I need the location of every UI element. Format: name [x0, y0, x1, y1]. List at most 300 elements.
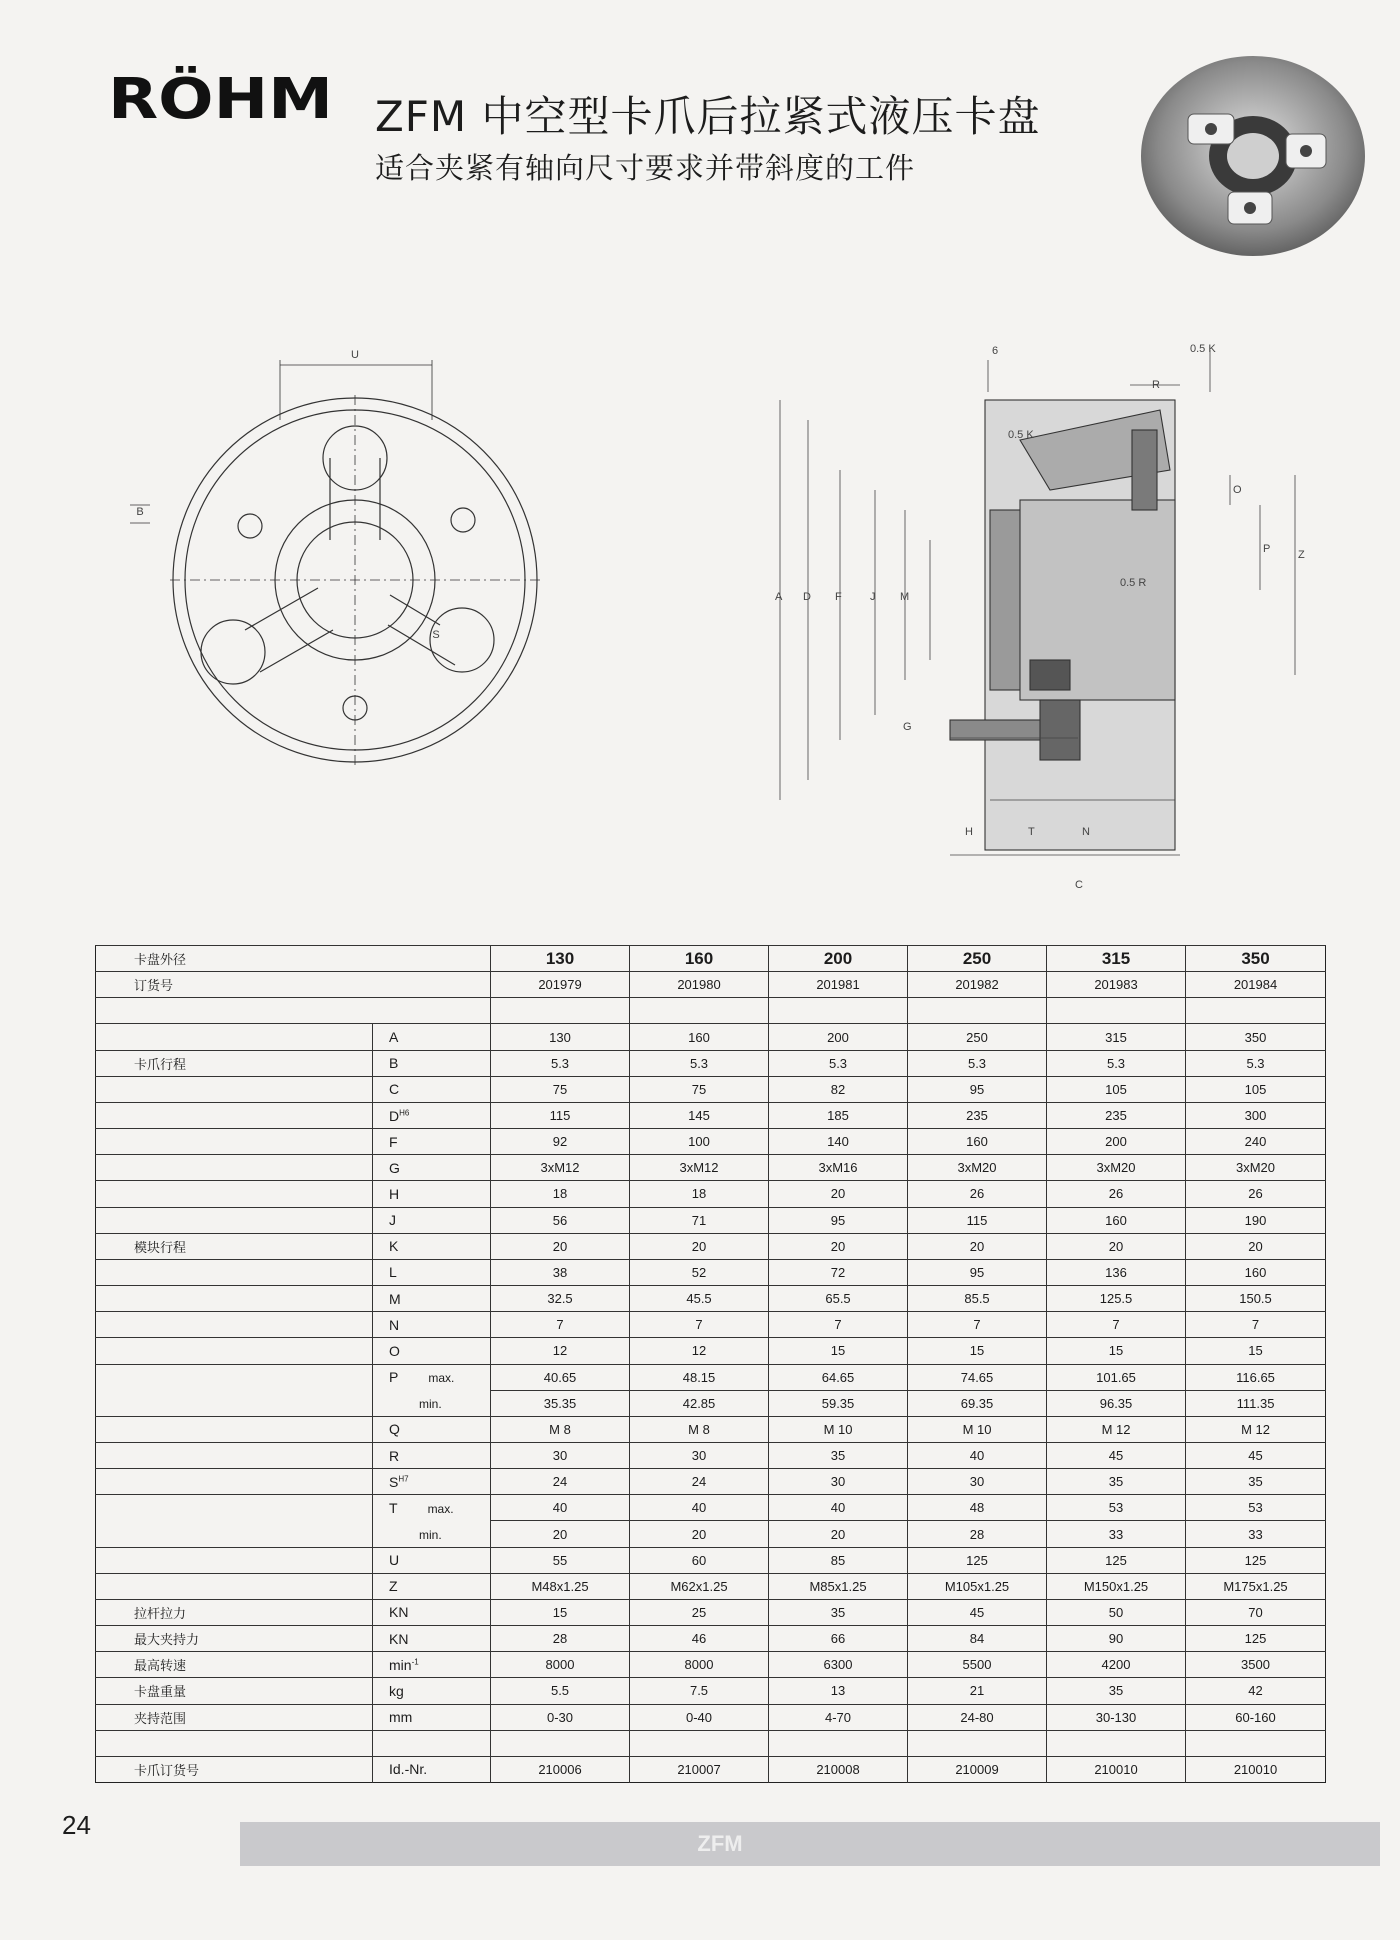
symbol-superscript: H7: [398, 1474, 409, 1484]
value-cell: 46: [630, 1626, 769, 1652]
table-row: [96, 1207, 1326, 1233]
value-cell: 101.65: [1047, 1364, 1186, 1390]
table-row: [96, 1312, 1326, 1338]
dim-label-f: F: [835, 591, 842, 603]
dim-label-m: M: [900, 591, 910, 603]
value-cell: 75: [630, 1076, 769, 1102]
symbol-text: F: [389, 1133, 398, 1150]
value-cell: 30: [908, 1469, 1047, 1495]
row-label: [96, 1286, 373, 1312]
value-cell: 3xM20: [908, 1155, 1047, 1181]
spec-table: [95, 945, 1326, 1783]
spacer-cell: [908, 998, 1047, 1024]
value-cell: 116.65: [1186, 1364, 1326, 1390]
value-cell: 40: [630, 1495, 769, 1521]
value-cell: 160: [1047, 1207, 1186, 1233]
row-symbol: [373, 1573, 491, 1599]
row-symbol: [373, 1416, 491, 1442]
value-cell: 96.35: [1047, 1390, 1186, 1416]
value-cell: 40: [769, 1495, 908, 1521]
table-row: [96, 1495, 1326, 1521]
symbol-qualifier: min.: [419, 1527, 442, 1542]
row-label: [96, 1469, 373, 1495]
value-cell: 53: [1186, 1495, 1326, 1521]
row-symbol: [373, 1704, 491, 1730]
value-cell: 55: [491, 1547, 630, 1573]
table-row: [96, 1024, 1326, 1050]
value-cell: 111.35: [1186, 1390, 1326, 1416]
value-cell: 64.65: [769, 1364, 908, 1390]
value-cell: 105: [1047, 1076, 1186, 1102]
row-label: [96, 1076, 373, 1102]
spacer-cell: [1186, 998, 1326, 1024]
value-cell: 30-130: [1047, 1704, 1186, 1730]
row-symbol: [373, 1678, 491, 1704]
value-cell: 15: [908, 1338, 1047, 1364]
value-cell: 20: [491, 1521, 630, 1547]
symbol-qualifier: max.: [428, 1371, 455, 1386]
symbol-qualifier: min.: [419, 1396, 442, 1411]
symbol-text: kg: [389, 1682, 404, 1699]
value-cell: 3xM12: [630, 1155, 769, 1181]
value-cell: 60-160: [1186, 1704, 1326, 1730]
value-cell: M 8: [630, 1416, 769, 1442]
value-cell: 300: [1186, 1102, 1326, 1128]
row-label: [96, 1207, 373, 1233]
value-cell: 5.3: [491, 1050, 630, 1076]
value-cell: 20: [1047, 1233, 1186, 1259]
table-row: [96, 1155, 1326, 1181]
value-cell: 7: [491, 1312, 630, 1338]
value-cell: M105x1.25: [908, 1573, 1047, 1599]
value-cell: 15: [1186, 1338, 1326, 1364]
value-cell: M85x1.25: [769, 1573, 908, 1599]
symbol-text: P: [389, 1369, 399, 1386]
table-row: [96, 1390, 1326, 1416]
value-cell: 160: [630, 1024, 769, 1050]
row-label: [96, 1495, 373, 1521]
dim-label-s: S: [432, 629, 440, 641]
value-cell: 20: [491, 1233, 630, 1259]
dim-label-c: C: [1075, 879, 1083, 891]
dim-label-z: Z: [1298, 549, 1305, 561]
row-symbol: [373, 1155, 491, 1181]
value-cell: 0-30: [491, 1704, 630, 1730]
row-symbol: [373, 1286, 491, 1312]
value-cell: 24-80: [908, 1704, 1047, 1730]
spacer-cell: [96, 998, 491, 1024]
value-cell: 350: [1186, 946, 1326, 972]
value-cell: 125: [1186, 1547, 1326, 1573]
dim-label-0.5k: 0.5 K: [1008, 429, 1034, 441]
value-cell: 25: [630, 1599, 769, 1625]
row-symbol: [373, 1312, 491, 1338]
value-cell: 95: [769, 1207, 908, 1233]
value-cell: 12: [630, 1338, 769, 1364]
dim-label-j: J: [870, 591, 876, 603]
row-symbol: [373, 1181, 491, 1207]
value-cell: 28: [491, 1626, 630, 1652]
row-symbol: [373, 1102, 491, 1128]
value-cell: 250: [908, 946, 1047, 972]
row-label: [96, 1521, 373, 1547]
front-view: [130, 360, 540, 765]
row-symbol: [373, 1495, 491, 1521]
spacer-cell: [1186, 1730, 1326, 1756]
value-cell: 4200: [1047, 1652, 1186, 1678]
dim-label-t: T: [1028, 826, 1035, 838]
value-cell: 7: [1186, 1312, 1326, 1338]
value-cell: 8000: [630, 1652, 769, 1678]
value-cell: 48.15: [630, 1364, 769, 1390]
value-cell: 5.3: [1186, 1050, 1326, 1076]
value-cell: 71: [630, 1207, 769, 1233]
value-cell: 125.5: [1047, 1286, 1186, 1312]
value-cell: 18: [630, 1181, 769, 1207]
value-cell: 30: [491, 1442, 630, 1468]
symbol-text: C: [389, 1081, 400, 1098]
value-cell: 50: [1047, 1599, 1186, 1625]
symbol-text: Z: [389, 1578, 398, 1595]
spacer-row: [96, 1730, 1326, 1756]
footer-section-label: ZFM: [697, 1831, 743, 1856]
dim-label-o: O: [1233, 484, 1242, 496]
symbol-text: Q: [389, 1421, 400, 1438]
value-cell: 35: [769, 1442, 908, 1468]
value-cell: 210010: [1186, 1756, 1326, 1782]
value-cell: 20: [769, 1233, 908, 1259]
row-symbol: [373, 1626, 491, 1652]
size-row: [96, 946, 1326, 972]
page-subtitle: 适合夹紧有轴向尺寸要求并带斜度的工件: [375, 151, 916, 185]
value-cell: 160: [1186, 1259, 1326, 1285]
symbol-text: U: [389, 1552, 400, 1569]
value-cell: 240: [1186, 1129, 1326, 1155]
table-row: [96, 1129, 1326, 1155]
symbol-text: KN: [389, 1630, 409, 1647]
symbol-text: K: [389, 1238, 399, 1255]
row-label: 模块行程: [96, 1233, 373, 1259]
row-symbol: [373, 1233, 491, 1259]
row-symbol: [373, 1521, 491, 1547]
value-cell: 201984: [1186, 972, 1326, 998]
value-cell: 24: [630, 1469, 769, 1495]
table-row: [96, 1626, 1326, 1652]
value-cell: 15: [769, 1338, 908, 1364]
row-symbol: [373, 1207, 491, 1233]
row-symbol: [373, 1050, 491, 1076]
value-cell: 45.5: [630, 1286, 769, 1312]
value-cell: 201980: [630, 972, 769, 998]
symbol-text: O: [389, 1342, 400, 1359]
symbol-text: R: [389, 1447, 400, 1464]
spacer-cell: [908, 1730, 1047, 1756]
value-cell: 33: [1186, 1521, 1326, 1547]
value-cell: 350: [1186, 1024, 1326, 1050]
dim-label-r: R: [1152, 379, 1160, 391]
order-number-row: [96, 972, 1326, 998]
table-row: [96, 1652, 1326, 1678]
row-symbol: [373, 1259, 491, 1285]
row-label: [96, 1573, 373, 1599]
row-symbol: [373, 1442, 491, 1468]
symbol-text: mm: [389, 1709, 413, 1726]
value-cell: 5.3: [1047, 1050, 1186, 1076]
row-label: [96, 1338, 373, 1364]
dim-label-h: H: [965, 826, 973, 838]
table-row: [96, 1076, 1326, 1102]
value-cell: 140: [769, 1129, 908, 1155]
value-cell: 95: [908, 1259, 1047, 1285]
row-label: [96, 1312, 373, 1338]
value-cell: 40: [908, 1442, 1047, 1468]
value-cell: 5.3: [908, 1050, 1047, 1076]
table-row: [96, 1599, 1326, 1625]
table-row: [96, 1233, 1326, 1259]
value-cell: 4-70: [769, 1704, 908, 1730]
row-label: 拉杆拉力: [96, 1599, 373, 1625]
symbol-text: G: [389, 1159, 400, 1176]
value-cell: 20: [908, 1233, 1047, 1259]
row-label: 卡爪行程: [96, 1050, 373, 1076]
value-cell: 125: [1047, 1547, 1186, 1573]
row-symbol: [373, 1599, 491, 1625]
row-label: [96, 1024, 373, 1050]
value-cell: 30: [769, 1469, 908, 1495]
value-cell: M 8: [491, 1416, 630, 1442]
value-cell: M 12: [1047, 1416, 1186, 1442]
row-symbol: [373, 1076, 491, 1102]
dim-label-g: G: [903, 721, 912, 733]
value-cell: 235: [1047, 1102, 1186, 1128]
value-cell: 53: [1047, 1495, 1186, 1521]
symbol-qualifier: max.: [427, 1502, 454, 1517]
row-symbol: [373, 1364, 491, 1390]
value-cell: 3xM20: [1186, 1155, 1326, 1181]
value-cell: 33: [1047, 1521, 1186, 1547]
value-cell: 3xM20: [1047, 1155, 1186, 1181]
row-label: [96, 1547, 373, 1573]
value-cell: 90: [1047, 1626, 1186, 1652]
value-cell: 20: [769, 1181, 908, 1207]
table-row: [96, 1469, 1326, 1495]
value-cell: 60: [630, 1547, 769, 1573]
value-cell: 32.5: [491, 1286, 630, 1312]
value-cell: 15: [491, 1599, 630, 1625]
spacer-cell: [630, 998, 769, 1024]
dim-label-b: B: [136, 506, 144, 518]
value-cell: 95: [908, 1076, 1047, 1102]
dim-label-0.5r: 0.5 R: [1120, 577, 1147, 589]
value-cell: 20: [769, 1521, 908, 1547]
spacer-cell: [373, 1730, 491, 1756]
value-cell: 40.65: [491, 1364, 630, 1390]
value-cell: 3500: [1186, 1652, 1326, 1678]
rohm-logo: [108, 60, 333, 130]
spacer-cell: [630, 1730, 769, 1756]
value-cell: 20: [1186, 1233, 1326, 1259]
value-cell: 12: [491, 1338, 630, 1364]
value-cell: 35: [1047, 1469, 1186, 1495]
value-cell: 85: [769, 1547, 908, 1573]
value-cell: 69.35: [908, 1390, 1047, 1416]
value-cell: 24: [491, 1469, 630, 1495]
row-symbol: Id.-Nr.: [373, 1756, 491, 1782]
value-cell: 20: [630, 1233, 769, 1259]
symbol-text: H: [389, 1185, 400, 1202]
symbol-text: A: [389, 1029, 399, 1046]
value-cell: 150.5: [1186, 1286, 1326, 1312]
value-cell: M 10: [908, 1416, 1047, 1442]
value-cell: 52: [630, 1259, 769, 1285]
svg-text:RÖHM: RÖHM: [108, 67, 333, 130]
row-symbol: [373, 1338, 491, 1364]
dim-label-0.5k-top: 0.5 K: [1190, 343, 1216, 355]
value-cell: M62x1.25: [630, 1573, 769, 1599]
row-label: 卡爪订货号: [96, 1756, 373, 1782]
row-symbol: [373, 1469, 491, 1495]
symbol-superscript: H6: [399, 1107, 410, 1117]
dim-label-a: A: [775, 591, 783, 603]
value-cell: 42.85: [630, 1390, 769, 1416]
table-row: [96, 1678, 1326, 1704]
row-label: [96, 1390, 373, 1416]
value-cell: 160: [630, 946, 769, 972]
value-cell: M175x1.25: [1186, 1573, 1326, 1599]
symbol-text: min: [389, 1656, 412, 1673]
value-cell: 7: [630, 1312, 769, 1338]
value-cell: M48x1.25: [491, 1573, 630, 1599]
value-cell: 130: [491, 946, 630, 972]
value-cell: 3xM12: [491, 1155, 630, 1181]
symbol-text: D: [389, 1107, 400, 1124]
value-cell: M150x1.25: [1047, 1573, 1186, 1599]
value-cell: 35: [1047, 1678, 1186, 1704]
value-cell: 115: [908, 1207, 1047, 1233]
value-cell: 125: [1186, 1626, 1326, 1652]
symbol-text: L: [389, 1264, 397, 1281]
value-cell: 26: [1186, 1181, 1326, 1207]
table-row: [96, 1102, 1326, 1128]
value-cell: 0-40: [630, 1704, 769, 1730]
symbol-text: M: [389, 1290, 401, 1307]
value-cell: 145: [630, 1102, 769, 1128]
table-row: [96, 1442, 1326, 1468]
value-cell: 74.65: [908, 1364, 1047, 1390]
value-cell: 250: [908, 1024, 1047, 1050]
spacer-cell: [769, 998, 908, 1024]
technical-drawing: [0, 330, 1400, 910]
value-cell: 85.5: [908, 1286, 1047, 1312]
symbol-text: T: [389, 1500, 398, 1517]
value-cell: 210006: [491, 1756, 630, 1782]
dim-label-u: U: [351, 349, 359, 361]
value-cell: 35: [769, 1599, 908, 1625]
spacer-cell: [96, 1730, 373, 1756]
value-cell: 125: [908, 1547, 1047, 1573]
value-cell: 115: [491, 1102, 630, 1128]
row-symbol: [373, 1547, 491, 1573]
symbol-text: KN: [389, 1604, 409, 1621]
row-label: [96, 1129, 373, 1155]
value-cell: 92: [491, 1129, 630, 1155]
table-row: [96, 1416, 1326, 1442]
page-title: ZFM 中空型卡爪后拉紧式液压卡盘: [375, 92, 1041, 141]
value-cell: 84: [908, 1626, 1047, 1652]
value-cell: 35: [1186, 1469, 1326, 1495]
dim-label-p: P: [1263, 543, 1271, 555]
value-cell: 45: [1047, 1442, 1186, 1468]
row-label: [96, 1416, 373, 1442]
value-cell: 21: [908, 1678, 1047, 1704]
value-cell: 201979: [491, 972, 630, 998]
value-cell: 201982: [908, 972, 1047, 998]
row-label: [96, 1155, 373, 1181]
value-cell: 45: [1186, 1442, 1326, 1468]
value-cell: 48: [908, 1495, 1047, 1521]
value-cell: 5.3: [630, 1050, 769, 1076]
footer-bar: [240, 1822, 1380, 1866]
value-cell: 210009: [908, 1756, 1047, 1782]
row-label: 最大夹持力: [96, 1626, 373, 1652]
page-number: 24: [62, 1810, 91, 1840]
value-cell: 201983: [1047, 972, 1186, 998]
value-cell: 315: [1047, 946, 1186, 972]
value-cell: 56: [491, 1207, 630, 1233]
value-cell: 66: [769, 1626, 908, 1652]
value-cell: 100: [630, 1129, 769, 1155]
value-cell: 8000: [491, 1652, 630, 1678]
symbol-text: N: [389, 1316, 400, 1333]
value-cell: 7: [1047, 1312, 1186, 1338]
value-cell: 200: [769, 1024, 908, 1050]
row-label: [96, 1259, 373, 1285]
value-cell: 65.5: [769, 1286, 908, 1312]
value-cell: 6300: [769, 1652, 908, 1678]
value-cell: 7: [769, 1312, 908, 1338]
symbol-text: S: [389, 1473, 399, 1490]
value-cell: 72: [769, 1259, 908, 1285]
value-cell: 7.5: [630, 1678, 769, 1704]
value-cell: 15: [1047, 1338, 1186, 1364]
spacer-cell: [1047, 998, 1186, 1024]
row-label: [96, 1364, 373, 1390]
value-cell: 59.35: [769, 1390, 908, 1416]
value-cell: 13: [769, 1678, 908, 1704]
symbol-text: J: [389, 1212, 396, 1229]
value-cell: 42: [1186, 1678, 1326, 1704]
value-cell: 38: [491, 1259, 630, 1285]
value-cell: 26: [1047, 1181, 1186, 1207]
table-row: [96, 1521, 1326, 1547]
table-row: [96, 1286, 1326, 1312]
dim-label-6: 6: [992, 345, 999, 357]
dim-label-n: N: [1082, 826, 1090, 838]
row-label: [96, 1102, 373, 1128]
value-cell: 40: [491, 1495, 630, 1521]
value-cell: 235: [908, 1102, 1047, 1128]
value-cell: 30: [630, 1442, 769, 1468]
value-cell: 45: [908, 1599, 1047, 1625]
value-cell: 5.3: [769, 1050, 908, 1076]
spacer-row: [96, 998, 1326, 1024]
row-label: 订货号: [96, 972, 491, 998]
value-cell: 35.35: [491, 1390, 630, 1416]
value-cell: 75: [491, 1076, 630, 1102]
row-label: 最高转速: [96, 1652, 373, 1678]
value-cell: 5.5: [491, 1678, 630, 1704]
row-label: 卡盘重量: [96, 1678, 373, 1704]
